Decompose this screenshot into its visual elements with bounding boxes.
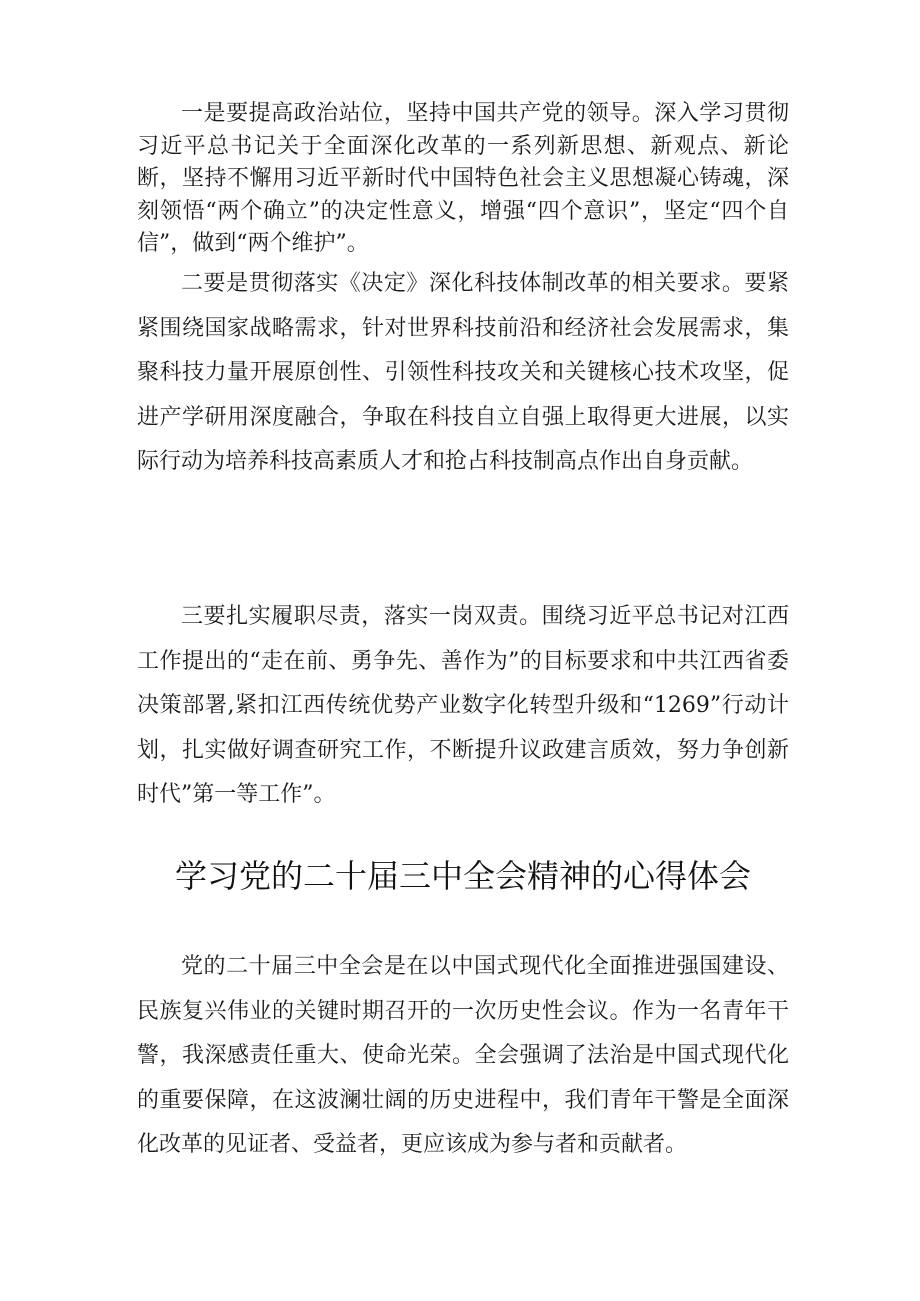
paragraph-intro: 党的二十届三中全会是在以中国式现代化全面推进强国建设、民族复兴伟业的关键时期召开的一次历史性会议。作为一名青年干警，我深感责任重大、使命光荣。全会强调了法治是中国式现代化的重要保障，在这波澜壮阔的历史进程中，我们青年干警是全面深化改革的见证者、受益者，更应该成为参与者和贡献者。 [137, 954, 789, 1158]
paragraph-point-three: 三要扎实履职尽责，落实一岗双责。围绕习近平总书记对江西工作提出的“走在前、勇争先、善作为”的目标要求和中共江西省委决策部署,紧扣江西传统优势产业数字化转型升级和“1269”行动计划，扎实做好调查研究工作，不断提升议政建言质效，努力争创新时代”第一等工作”。 [137, 604, 789, 808]
paragraph-point-two: 二要是贯彻落实《决定》深化科技体制改革的相关要求。要紧紧围绕国家战略需求，针对世界科技前沿和经济社会发展需求，集聚科技力量开展原创性、引领性科技攻关和关键核心技术攻坚，促进产学研用深度融合，争取在科技自立自强上取得更大进展，以实际行动为培养科技高素质人才和抢占科技制高点作出自身贡献。 [137, 271, 789, 475]
section-title: 学习党的二十届三中全会精神的心得体会 [174, 857, 751, 895]
paragraph-point-one: 一是要提高政治站位，坚持中国共产党的领导。深入学习贯彻习近平总书记关于全面深化改革的一系列新思想、新观点、新论断，坚持不懈用习近平新时代中国特色社会主义思想凝心铸魂，深刻领悟“两个确立”的决定性意义，增强“四个意识”，坚定“四个自信”，做到“两个维护”。 [137, 101, 789, 256]
